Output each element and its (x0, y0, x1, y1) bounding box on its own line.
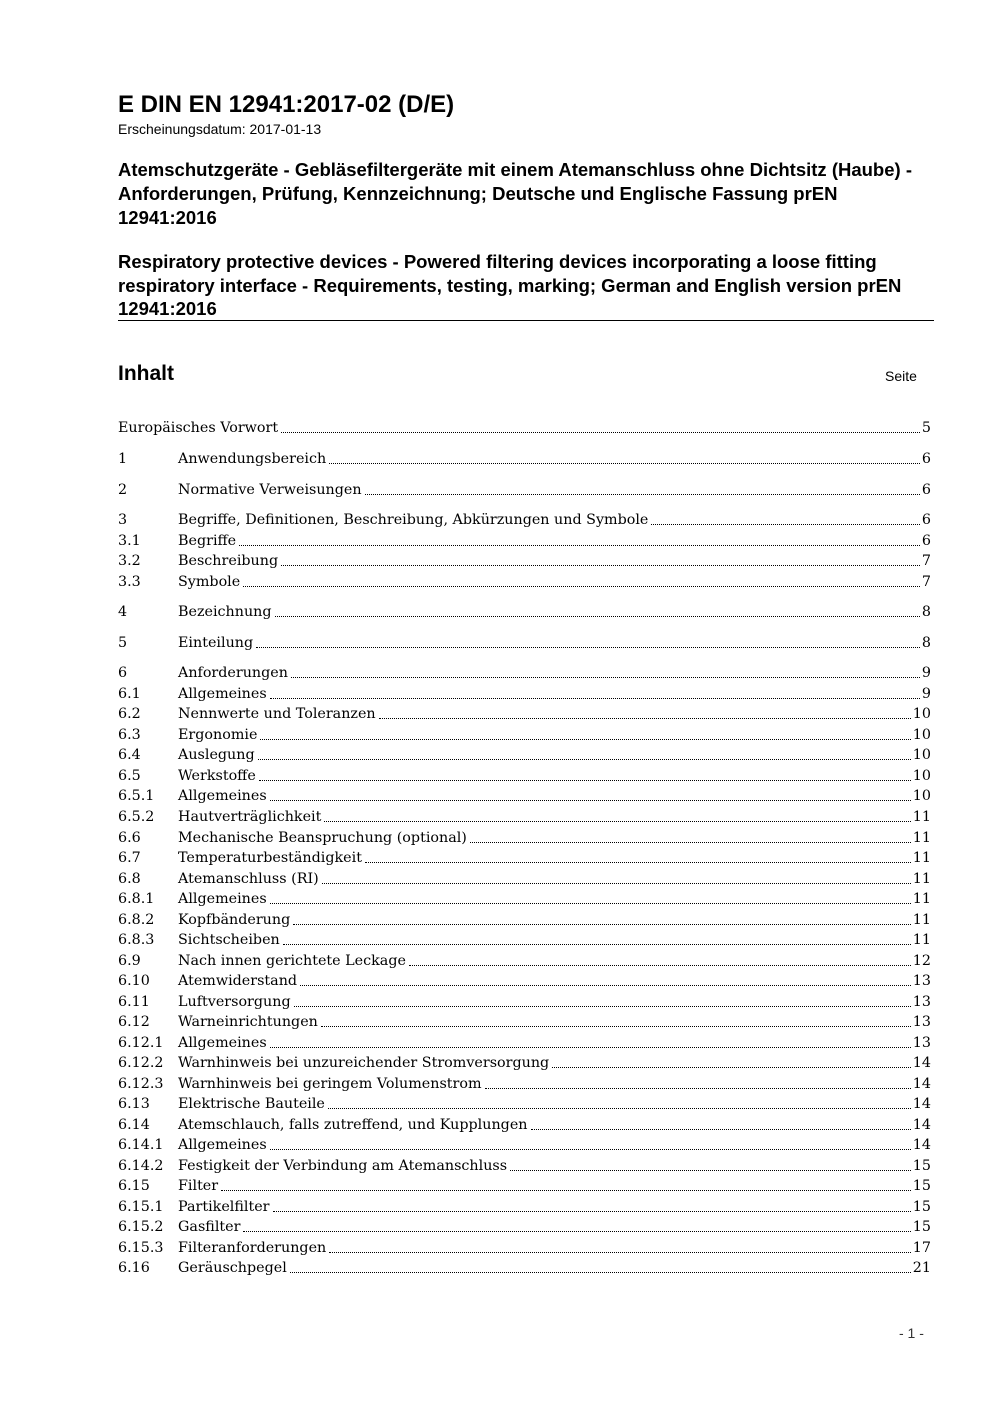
toc-entry-number: 6.2 (118, 706, 141, 722)
toc-entry-title: Geräuschpegel (178, 1260, 287, 1276)
toc-dot-leader (328, 1107, 911, 1109)
toc-entry[interactable] (118, 1175, 931, 1195)
toc-entry-page: 14 (912, 1055, 931, 1071)
toc-entry-page: 11 (912, 912, 931, 928)
toc-entry-title: Nach innen gerichtete Leckage (178, 953, 406, 969)
toc-dot-leader (270, 1046, 911, 1048)
toc-entry-page: 14 (912, 1117, 931, 1133)
toc-entry-title: Werkstoffe (178, 768, 256, 784)
toc-entry-page: 13 (912, 994, 931, 1010)
toc-entry[interactable] (118, 1257, 931, 1277)
toc-entry-number: 6.11 (118, 994, 150, 1010)
toc-entry-number: 6.15.1 (118, 1199, 164, 1215)
toc-dot-leader (324, 820, 910, 822)
toc-dot-leader (300, 984, 911, 986)
toc-entry-title: Symbole (178, 574, 241, 590)
toc-entry-page: 10 (912, 706, 931, 722)
toc-entry-number: 6 (118, 665, 128, 681)
toc-dot-leader (651, 523, 920, 525)
toc-dot-leader (365, 493, 920, 495)
toc-dot-leader (510, 1169, 911, 1171)
toc-entry-page: 13 (912, 973, 931, 989)
toc-entry-number: 6.8 (118, 871, 141, 887)
toc-entry[interactable] (118, 785, 931, 805)
toc-dot-leader (260, 738, 910, 740)
toc-dot-leader (291, 676, 920, 678)
toc-dot-leader (239, 544, 920, 546)
toc-entry-number: 6.9 (118, 953, 141, 969)
toc-entry-number: 6.8.1 (118, 891, 155, 907)
toc-dot-leader (379, 717, 911, 719)
title-english: Respiratory protective devices - Powered filtering devices incorporating a loose fitting respiratory interface - Requirements, testing, marking; German and English version prEN 12941:2016 (118, 251, 902, 319)
toc-dot-leader (275, 615, 920, 617)
toc-entry-page: 6 (921, 512, 931, 528)
document-id: E DIN EN 12941:2017-02 (D/E) (118, 91, 455, 118)
toc-entry-title: Luftversorgung (178, 994, 291, 1010)
toc-entry[interactable] (118, 1237, 931, 1257)
toc-entry[interactable] (118, 683, 931, 703)
toc-entry[interactable] (118, 1052, 931, 1072)
toc-dot-leader (321, 1025, 911, 1027)
toc-entry-page: 15 (912, 1158, 931, 1174)
toc-entry-number: 6.13 (118, 1096, 150, 1112)
toc-entry[interactable] (118, 530, 931, 550)
toc-entry[interactable] (118, 550, 931, 570)
toc-entry-number: 6.12.3 (118, 1076, 164, 1092)
toc-entry-page: 10 (912, 768, 931, 784)
toc-entry-title: Allgemeines (178, 686, 267, 702)
toc-entry-page: 7 (921, 553, 931, 569)
toc-entry[interactable] (118, 509, 931, 529)
toc-entry-number: 6.5 (118, 768, 141, 784)
toc-dot-leader (365, 861, 911, 863)
toc-entry-number: 4 (118, 604, 128, 620)
toc-entry-number: 6.5.1 (118, 788, 155, 804)
toc-dot-leader (293, 923, 911, 925)
toc-entry-title: Atemschlauch, falls zutreffend, und Kupplungen (178, 1117, 528, 1133)
toc-entry-page: 10 (912, 788, 931, 804)
toc-dot-leader (270, 902, 911, 904)
toc-dot-leader (243, 1230, 910, 1232)
toc-entry[interactable] (118, 950, 931, 970)
toc-dot-leader (258, 758, 911, 760)
toc-entry[interactable] (118, 1216, 931, 1236)
toc-heading: Inhalt (118, 362, 174, 385)
toc-entry-number: 3.2 (118, 553, 141, 569)
toc-entry-page: 7 (921, 574, 931, 590)
toc-dot-leader (281, 431, 920, 433)
toc-entry-title: Allgemeines (178, 788, 267, 804)
toc-entry-page: 15 (912, 1199, 931, 1215)
toc-entry[interactable] (118, 1114, 931, 1134)
toc-dot-leader (470, 841, 911, 843)
toc-entry-page: 5 (921, 420, 931, 436)
toc-entry-page: 14 (912, 1137, 931, 1153)
toc-entry-number: 6.15 (118, 1178, 150, 1194)
toc-dot-leader (256, 646, 920, 648)
toc-entry[interactable] (118, 1196, 931, 1216)
page-number: - 1 - (899, 1325, 924, 1341)
toc-entry[interactable] (118, 1011, 931, 1031)
toc-entry-number: 6.1 (118, 686, 141, 702)
toc-entry[interactable] (118, 991, 931, 1011)
toc-entry[interactable] (118, 744, 931, 764)
toc-entry-page: 10 (912, 747, 931, 763)
toc-entry-title: Sichtscheiben (178, 932, 280, 948)
toc-entry[interactable] (118, 765, 931, 785)
toc-entry-number: 6.14.2 (118, 1158, 164, 1174)
toc-entry-title: Temperaturbeständigkeit (178, 850, 362, 866)
toc-entry-title: Allgemeines (178, 891, 267, 907)
toc-entry[interactable] (118, 1032, 931, 1052)
toc-entry-title: Normative Verweisungen (178, 482, 362, 498)
toc-entry-number: 6.8.3 (118, 932, 155, 948)
toc-entry-page: 11 (912, 871, 931, 887)
toc-entry[interactable] (118, 970, 931, 990)
toc-entry[interactable] (118, 703, 931, 723)
toc-entry-number: 6.14 (118, 1117, 150, 1133)
toc-entry-page: 9 (921, 665, 931, 681)
toc-entry-page: 6 (921, 451, 931, 467)
toc-entry-number: 3.3 (118, 574, 141, 590)
toc-entry-title: Auslegung (178, 747, 255, 763)
toc-entry-page: 11 (912, 830, 931, 846)
toc-entry-title: Warnhinweis bei geringem Volumenstrom (178, 1076, 482, 1092)
toc-entry-page: 10 (912, 727, 931, 743)
toc-entry[interactable] (118, 868, 931, 888)
toc-entry[interactable] (118, 724, 931, 744)
toc-entry-title: Mechanische Beanspruchung (optional) (178, 830, 467, 846)
toc-entry-number: 6.12.2 (118, 1055, 164, 1071)
title-german: Atemschutzgeräte - Gebläsefiltergeräte mit einem Atemanschluss ohne Dichtsitz (Haube) - Anforderungen, Prüfung, Kennzeichnung; Deutsche und Englische Fassung prEN 12941:2016 (118, 159, 912, 228)
toc-entry-page: 15 (912, 1219, 931, 1235)
toc-entry[interactable] (118, 448, 931, 468)
toc-entry-page: 15 (912, 1178, 931, 1194)
toc-entry-number: 6.15.2 (118, 1219, 164, 1235)
toc-entry-title: Festigkeit der Verbindung am Atemanschluss (178, 1158, 508, 1174)
toc-entry-title: Filter (178, 1178, 219, 1194)
toc-page-column-label: Seite (885, 368, 917, 384)
toc-entry-page: 14 (912, 1076, 931, 1092)
toc-entry[interactable] (118, 847, 931, 867)
toc-entry-page: 6 (921, 482, 931, 498)
toc-entry-title: Hautverträglichkeit (178, 809, 322, 825)
toc-entry-number: 6.7 (118, 850, 141, 866)
toc-entry-number: 6.16 (118, 1260, 150, 1276)
toc-dot-leader (270, 799, 911, 801)
toc-dot-leader (259, 779, 911, 781)
toc-entry-title: Gasfilter (178, 1219, 241, 1235)
toc-entry[interactable] (118, 929, 931, 949)
toc-entry[interactable] (118, 1155, 931, 1175)
toc-entry-number: 6.4 (118, 747, 141, 763)
toc-entry-number: 6.3 (118, 727, 141, 743)
toc-entry-number: 2 (118, 482, 128, 498)
toc-entry-title: Warnhinweis bei unzureichender Stromversorgung (178, 1055, 550, 1071)
toc-dot-leader (270, 1148, 911, 1150)
toc-entry-title: Elektrische Bauteile (178, 1096, 325, 1112)
toc-entry[interactable] (118, 601, 931, 621)
publication-date: Erscheinungsdatum: 2017-01-13 (118, 121, 322, 137)
toc-entry-title: Atemanschluss (RI) (178, 871, 319, 887)
toc-entry-title: Anforderungen (178, 665, 288, 681)
toc-entry[interactable] (118, 479, 931, 499)
toc-entry-title: Allgemeines (178, 1035, 267, 1051)
toc-dot-leader (283, 943, 911, 945)
toc-entry[interactable] (118, 417, 931, 437)
toc-entry-page: 11 (912, 809, 931, 825)
toc-dot-leader (485, 1087, 911, 1089)
toc-entry-title: Atemwiderstand (178, 973, 298, 989)
toc-entry[interactable] (118, 662, 931, 682)
toc-entry-number: 6.12.1 (118, 1035, 164, 1051)
toc-entry-page: 11 (912, 850, 931, 866)
toc-dot-leader (552, 1066, 911, 1068)
toc-dot-leader (281, 564, 920, 566)
toc-entry-page: 14 (912, 1096, 931, 1112)
toc-entry-title: Partikelfilter (178, 1199, 270, 1215)
toc-entry-number: 6.12 (118, 1014, 150, 1030)
toc-entry-number: 6.15.3 (118, 1240, 164, 1256)
toc-entry-number: 1 (118, 451, 128, 467)
toc-entry-title: Ergonomie (178, 727, 258, 743)
toc-entry-page: 17 (912, 1240, 931, 1256)
toc-dot-leader (290, 1271, 911, 1273)
toc-entry-title: Einteilung (178, 635, 254, 651)
toc-entry-number: 6.8.2 (118, 912, 155, 928)
toc-entry[interactable] (118, 1093, 931, 1113)
toc-entry-number: 5 (118, 635, 128, 651)
toc-dot-leader (329, 462, 920, 464)
toc-dot-leader (531, 1128, 911, 1130)
toc-entry-number: 6.5.2 (118, 809, 155, 825)
toc-dot-leader (221, 1189, 911, 1191)
toc-dot-leader (322, 882, 911, 884)
toc-entry-page: 8 (921, 604, 931, 620)
toc-entry[interactable] (118, 632, 931, 652)
toc-entry-page: 9 (921, 686, 931, 702)
toc-dot-leader (409, 964, 911, 966)
toc-entry-number: 6.6 (118, 830, 141, 846)
toc-entry-number: 3 (118, 512, 128, 528)
toc-dot-leader (273, 1210, 911, 1212)
toc-entry-page: 21 (912, 1260, 931, 1276)
toc-entry-title: Nennwerte und Toleranzen (178, 706, 376, 722)
toc-entry-page: 11 (912, 932, 931, 948)
toc-entry-title: Bezeichnung (178, 604, 272, 620)
toc-entry-title: Kopfbänderung (178, 912, 291, 928)
toc-entry-title: Filteranforderungen (178, 1240, 327, 1256)
toc-entry-title: Begriffe (178, 533, 237, 549)
toc-entry-title: Warneinrichtungen (178, 1014, 318, 1030)
toc-entry[interactable] (118, 806, 931, 826)
toc-dot-leader (243, 585, 920, 587)
toc-entry-page: 6 (921, 533, 931, 549)
toc-entry[interactable] (118, 571, 931, 591)
toc-dot-leader (294, 1005, 911, 1007)
toc-entry-page: 8 (921, 635, 931, 651)
toc-entry-page: 12 (912, 953, 931, 969)
toc-entry-page: 11 (912, 891, 931, 907)
toc-entry-page: 13 (912, 1014, 931, 1030)
toc-entry[interactable] (118, 909, 931, 929)
toc-entry[interactable] (118, 1073, 931, 1093)
toc-entry-number: 6.10 (118, 973, 150, 989)
toc-entry-title: Begriffe, Definitionen, Beschreibung, Abkürzungen und Symbole (178, 512, 649, 528)
toc-dot-leader (270, 697, 920, 699)
toc-entry[interactable] (118, 888, 931, 908)
toc-entry-title: Beschreibung (178, 553, 279, 569)
toc-entry-title: Allgemeines (178, 1137, 267, 1153)
toc-entry[interactable] (118, 827, 931, 847)
toc-dot-leader (329, 1251, 911, 1253)
toc-entry-title: Europäisches Vorwort (118, 420, 279, 436)
toc-entry[interactable] (118, 1134, 931, 1154)
toc-entry-page: 13 (912, 1035, 931, 1051)
toc-entry-title: Anwendungsbereich (178, 451, 327, 467)
toc-entry-number: 3.1 (118, 533, 141, 549)
toc-entry-number: 6.14.1 (118, 1137, 164, 1153)
